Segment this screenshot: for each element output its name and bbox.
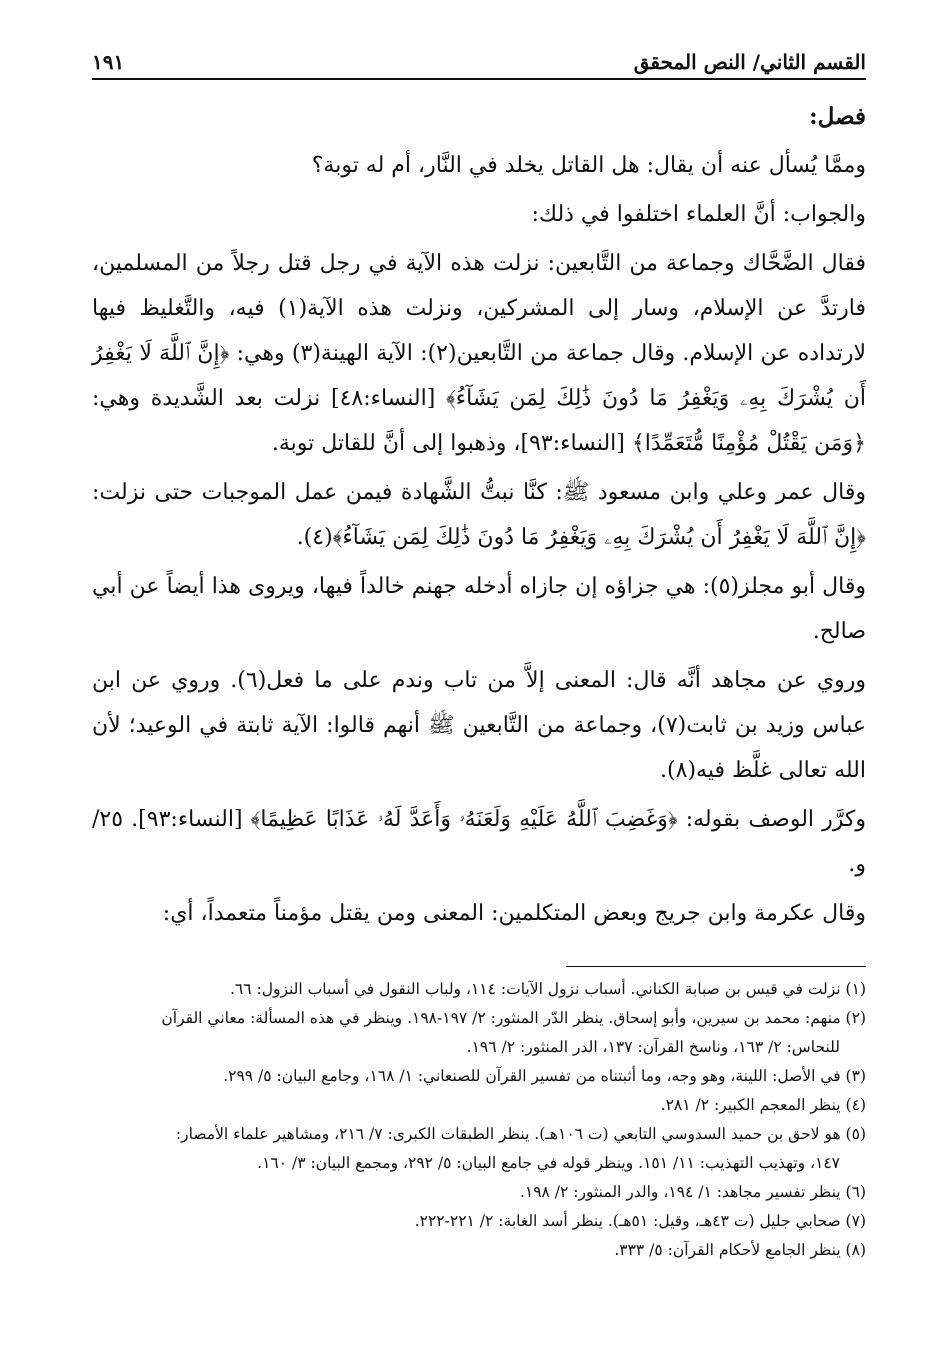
footnote-3 [92, 1062, 866, 1091]
footnote-4 [92, 1091, 866, 1120]
running-header [92, 36, 866, 80]
footnote-8 [92, 1236, 866, 1265]
footnote-line: (٥) هو لاحق بن حميد السدوسي التابعي (ت ١٠٦هـ). ينظر الطبقات الكبرى: ٧/ ٢١٦، ومشاهير علماء الأمصار: [175, 1125, 866, 1143]
footnote-line: (٨) ينظر الجامع لأحكام القرآن: ٥/ ٣٣٣. [614, 1241, 866, 1259]
main-text [92, 94, 866, 936]
footnote-6 [92, 1178, 866, 1207]
paragraph-answer: والجواب: أنَّ العلماء اختلفوا في ذلك: [531, 202, 866, 227]
footnote-7 [92, 1207, 866, 1236]
footnote-continuation: ١٤٧، وتهذيب التهذيب: ١١/ ١٥١. وينظر قوله في جامع البيان: ٥/ ٢٩٢، ومجمع البيان: ٣/ ١٦٠. [257, 1154, 840, 1172]
footnotes [92, 975, 866, 1265]
page-number: ١٩١ [92, 50, 125, 74]
footnote-line: (٧) صحابي جليل (ت ٤٣هـ، وقيل: ٥١هـ). ينظر أسد الغابة: ٢/ ٢٢١-٢٢٢. [414, 1212, 866, 1230]
footnote-line: (٣) في الأصل: اللينة، وهو وجه، وما أثبتناه من تفسير القرآن للصنعاني: ١/ ١٦٨، وجامع البيان: ٥/ ٢٩٩. [223, 1067, 866, 1085]
footnote-continuation: للنحاس: ٢/ ١٦٣، وناسخ القرآن: ١٣٧، الدر المنثور: ٢/ ١٩٦. [466, 1038, 840, 1056]
paragraph-dahhak: فقال الضَّحَّاك وجماعة من التَّابعين: نزلت هذه الآية في رجل قتل رجلاً من المسلمين، فارتدَّ عن الإسلام، وسار إلى المشركين، ونزلت هذه الآية(١) فيه، والتَّغليظ فيها لارتداده عن الإسلام. وقال جماعة من التَّابعين(٢): الآية الهينة(٣) وهي: ﴿إِنَّ ٱللَّهَ لَا يَغْفِرُ أَن يُشْرَكَ بِهِۦ وَيَغْفِرُ مَا دُونَ ذَٰلِكَ لِمَن يَشَآءُ﴾ [النساء:٤٨] نزلت بعد الشَّديدة وهي: ﴿وَمَن يَقْتُلْ مُؤْمِنًا مُّتَعَمِّدًا﴾ [النساء:٩٣]، وذهبوا إلى أنَّ للقاتل توبة. [92, 251, 867, 456]
footnote-divider [566, 966, 866, 967]
section-heading: فصل: [809, 103, 866, 130]
header-title: القسم الثاني/ النص المحقق [633, 50, 866, 74]
paragraph-mujahid: وروي عن مجاهد أنَّه قال: المعنى إلاَّ من تاب وندم على ما فعل(٦). وروي عن ابن عباس وزيد بن ثابت(٧)، وجماعة من التَّابعين ﷺ أنهم قالوا: الآية ثابتة في الوعيد؛ لأن الله تعالى غلَّظ فيه(٨). [92, 668, 866, 783]
footnote-line: (٢) منهم: محمد بن سيرين، وأبو إسحاق. ينظر الدّر المنثور: ٢/ ١٩٧-١٩٨. وينظر في هذه المسألة: معاني القرآن [161, 1009, 866, 1027]
footnote-line: (١) نزلت في قيس بن صبابة الكناني. أسباب نزول الآيات: ١١٤، ولباب النقول في أسباب النزول: ٦٦. [229, 980, 866, 998]
footnote-1 [92, 975, 866, 1004]
paragraph-question: وممَّا يُسأل عنه أن يقال: هل القاتل يخلد في النَّار، أم له توبة؟ [311, 153, 866, 178]
footnote-line: (٦) ينظر تفسير مجاهد: ١/ ١٩٤، والدر المنثور: ٢/ ١٩٨. [519, 1183, 866, 1201]
footnote-line: (٤) ينظر المعجم الكبير: ٢/ ٢٨١. [660, 1096, 866, 1114]
paragraph-repetition: وكرَّر الوصف بقوله: ﴿وَغَضِبَ ٱللَّهُ عَلَيْهِ وَلَعَنَهُۥ وَأَعَدَّ لَهُۥ عَذَابًا عَظِيمًا﴾ [النساء:٩٣]. ٢٥/و. [92, 807, 866, 877]
footnote-5 [92, 1120, 866, 1178]
paragraph-abu-mijlaz: وقال أبو مجلز(٥): هي جزاؤه إن جازاه أدخله جهنم خالداً فيها، ويروى هذا أيضاً عن أبي صالح. [92, 574, 866, 644]
paragraph-ikrima: وقال عكرمة وابن جريج وبعض المتكلمين: المعنى ومن يقتل مؤمناً متعمداً، أي: [162, 901, 866, 926]
paragraph-umar: وقال عمر وعلي وابن مسعود ﷺ: كنَّا نبتُّ الشَّهادة فيمن عمل الموجبات حتى نزلت: ﴿إِنَّ ٱللَّهَ لَا يَغْفِرُ أَن يُشْرَكَ بِهِۦ وَيَغْفِرُ مَا دُونَ ذَٰلِكَ لِمَن يَشَآءُ﴾(٤). [92, 480, 866, 550]
footnote-2 [92, 1004, 866, 1062]
